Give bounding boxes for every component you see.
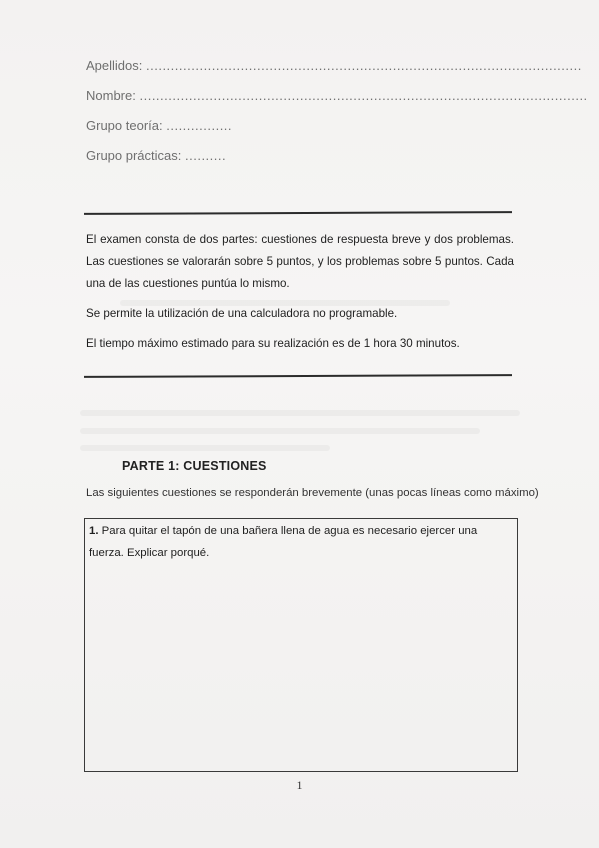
nombre-dots: ............................................................................................................. [139, 88, 588, 103]
nombre-field[interactable] [86, 88, 588, 103]
instructions-text-1: El examen consta de dos partes: cuestiones de respuesta breve y dos problemas. Las cuestiones se valorarán sobre 5 puntos, y los problemas sobre 5 puntos. Cada una de las cuestiones puntúa lo mismo. [86, 233, 514, 290]
apellidos-label: Apellidos: [86, 58, 143, 73]
instructions-paragraph-2 [86, 303, 514, 325]
grupo-practicas-label: Grupo prácticas: [86, 148, 182, 163]
top-divider [84, 211, 512, 214]
question-1-text: Para quitar el tapón de una bañera llena de agua es necesario ejercer una fuerza. Explicar porqué. [89, 525, 478, 559]
instructions-paragraph-1 [86, 229, 514, 295]
grupo-teoria-dots: ................ [166, 118, 233, 133]
grupo-teoria-label: Grupo teoría: [86, 118, 163, 133]
grupo-practicas-dots: .......... [185, 148, 227, 163]
apellidos-dots: .......................................................................................................... [146, 58, 582, 73]
apellidos-field[interactable] [86, 58, 582, 73]
part1-heading: PARTE 1: CUESTIONES [122, 459, 267, 473]
question-1-number: 1. [89, 525, 99, 537]
part1-intro: Las siguientes cuestiones se responderán brevemente (unas pocas líneas como máximo) [86, 487, 539, 499]
grupo-teoria-field[interactable] [86, 118, 232, 133]
bottom-divider [84, 374, 512, 377]
bleed-through-line [80, 428, 480, 434]
nombre-label: Nombre: [86, 88, 136, 103]
bleed-through-line [80, 445, 330, 451]
instructions-text-3: El tiempo máximo estimado para su realización es de 1 hora 30 minutos. [86, 337, 460, 350]
question-1 [89, 520, 513, 564]
instructions-paragraph-3 [86, 333, 514, 355]
grupo-practicas-field[interactable] [86, 148, 226, 163]
page-number: 1 [296, 778, 303, 792]
bleed-through-line [80, 410, 520, 416]
instructions-text-2: Se permite la utilización de una calculadora no programable. [86, 307, 398, 320]
